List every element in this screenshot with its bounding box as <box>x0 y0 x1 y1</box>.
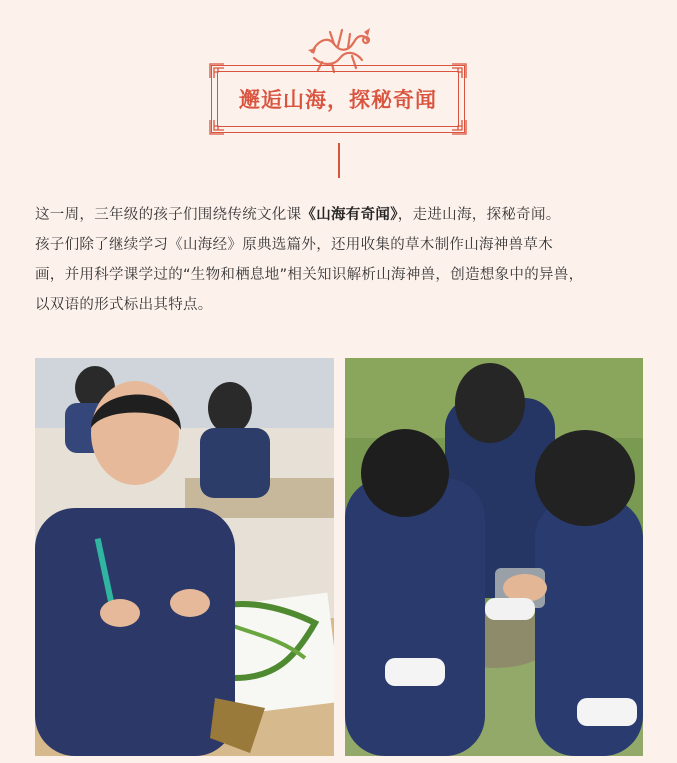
classroom-photo <box>35 358 334 756</box>
article-line: 画，并用科学课学过的“生物和栖息地”相关知识解析山海神兽，创造想象中的异兽， <box>35 267 584 283</box>
article-line: 这一周，三年级的孩子们围绕传统文化课 <box>35 207 302 223</box>
article-line: ，走进山海，探秘奇闻。 <box>397 207 561 223</box>
article-paragraph <box>35 200 645 320</box>
page-title: 邂逅山海，探秘奇闻 <box>239 88 437 112</box>
vertical-divider <box>338 143 340 178</box>
course-name: 《山海有奇闻》 <box>301 207 398 223</box>
title-frame <box>211 65 465 133</box>
outdoor-photo <box>345 358 643 756</box>
article-line: 孩子们除了继续学习《山海经》原典选篇外，还用收集的草木制作山海神兽草木 <box>35 237 553 253</box>
article-line: 以双语的形式标出其特点。 <box>35 297 213 313</box>
